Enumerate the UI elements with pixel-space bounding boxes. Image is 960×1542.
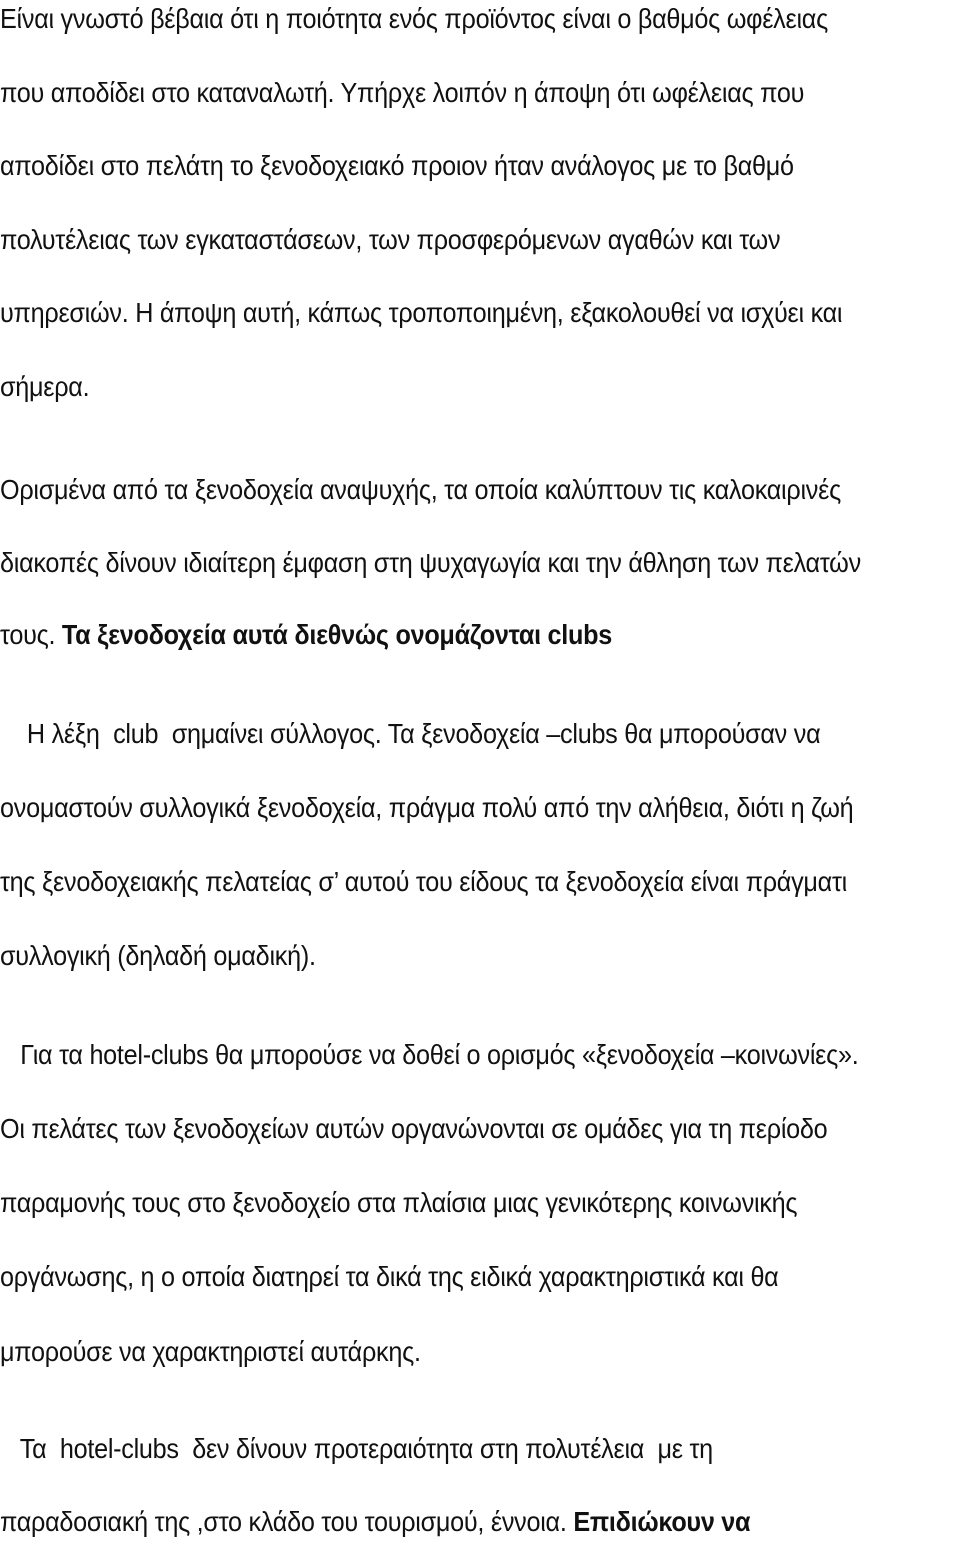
paragraph-2-line-3-text: τους. [0, 619, 62, 650]
paragraph-4-line-4: οργάνωσης, η ο οποία διατηρεί τα δικά της ειδικά χαρακτηριστικά και θα [0, 1261, 779, 1292]
paragraph-2-line-1: Ορισμένα από τα ξενοδοχεία αναψυχής, τα οποία καλύπτουν τις καλοκαιρινές [0, 474, 841, 505]
paragraph-4-line-3: παραμονής τους στο ξενοδοχείο στα πλαίσια μιας γενικότερης κοινωνικής [0, 1187, 798, 1218]
paragraph-2-line-3 [0, 618, 612, 652]
paragraph-4-line-5: μπορούσε να χαρακτηριστεί αυτάρκης. [0, 1336, 421, 1367]
paragraph-1-line-3: αποδίδει στο πελάτη το ξενοδοχειακό προιον ήταν ανάλογος με το βαθμό [0, 150, 794, 181]
paragraph-5-line-1: Τα hotel-clubs δεν δίνουν προτεραιότητα στη πολυτέλεια με τη [0, 1433, 713, 1464]
paragraph-2-bold-clubs: Τα ξενοδοχεία αυτά διεθνώς ονομάζονται clubs [61, 619, 613, 650]
paragraph-3-line-2: ονομαστούν συλλογικά ξενοδοχεία, πράγμα πολύ από την αλήθεια, διότι η ζωή [0, 792, 854, 823]
paragraph-3-line-4: συλλογική (δηλαδή ομαδική). [0, 940, 316, 971]
paragraph-1-line-6: σήμερα. [0, 371, 90, 402]
paragraph-4-line-1: Για τα hotel-clubs θα μπορούσε να δοθεί ο ορισμός «ξενοδοχεία –κοινωνίες». [0, 1039, 859, 1070]
paragraph-1-line-4: πολυτέλειας των εγκαταστάσεων, των προσφερόμενων αγαθών και των [0, 224, 781, 255]
paragraph-5-line-2 [0, 1505, 750, 1539]
paragraph-3-line-3: της ξενοδοχειακής πελατείας σ’ αυτού του είδους τα ξενοδοχεία είναι πράγματι [0, 866, 847, 897]
paragraph-3-line-1: Η λέξη club σημαίνει σύλλογος. Τα ξενοδοχεία –clubs θα μπορούσαν να [0, 718, 821, 749]
paragraph-1-line-5: υπηρεσιών. Η άποψη αυτή, κάπως τροποποιημένη, εξακολουθεί να ισχύει και [0, 297, 843, 328]
paragraph-2-line-2: διακοπές δίνουν ιδιαίτερη έμφαση στη ψυχαγωγία και την άθληση των πελατών [0, 547, 861, 578]
paragraph-4-line-2: Οι πελάτες των ξενοδοχείων αυτών οργανώνονται σε ομάδες για τη περίοδο [0, 1113, 828, 1144]
paragraph-1-line-1: Είναι γνωστό βέβαια ότι η ποιότητα ενός προϊόντος είναι ο βαθμός ωφέλειας [0, 3, 828, 34]
paragraph-1-line-2: που αποδίδει στο καταναλωτή. Υπήρχε λοιπόν η άποψη ότι ωφέλειας που [0, 77, 805, 108]
paragraph-5-line-2-text: παραδοσιακή της ,στο κλάδο του τουρισμού, έννοια. [0, 1506, 574, 1537]
paragraph-5-bold-text: Επιδιώκουν να [573, 1506, 751, 1537]
